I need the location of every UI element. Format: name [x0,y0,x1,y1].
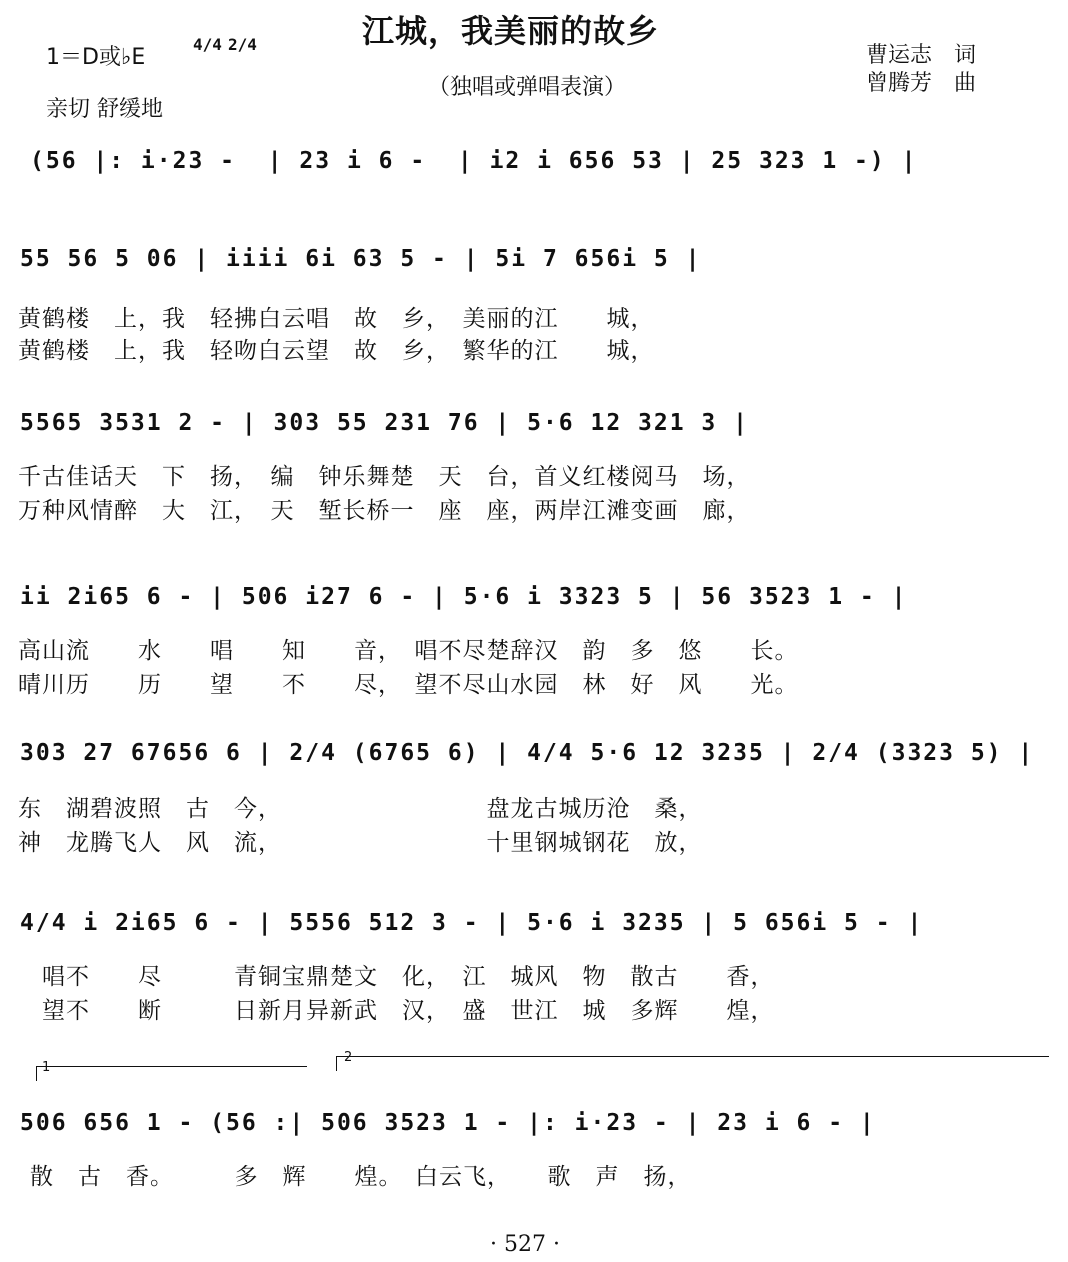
key-signature: 1＝D或♭E [46,45,146,70]
lyrics-line-3-verse-2: 万种风情醉 大 江， 天 堑长桥一 座 座，两岸江滩变画 廊， [18,498,751,524]
notation-line-7: 506 656 1 - (56 :| 506 3523 1 - |: i·23 - | 23 i 6 - | [20,1110,876,1136]
time-signature-4-4: 4/4 [193,35,222,54]
tempo-marking: 亲切 舒缓地 [46,97,163,122]
composer-credit: 曾腾芳 曲 [866,71,977,96]
song-title: 江城，我美丽的故乡 [362,12,660,50]
notation-line-6: 4/4 i 2i65 6 - | 5556 512 3 - | 5·6 i 3235 | 5 656i 5 - | [20,910,924,936]
volta-bracket-2 [336,1056,1049,1071]
lyrics-line-4-verse-1: 高山流 水 唱 知 音， 唱不尽楚辞汉 韵 多 悠 长。 [18,638,799,664]
volta-number-2: 2 [344,1050,353,1065]
lyrics-line-5-verse-1: 东 湖碧波照 古 今， 盘龙古城历沧 桑， [18,796,703,822]
lyrics-line-6-verse-1: 唱不 尽 青铜宝鼎楚文 化， 江 城风 物 散古 香， [18,964,775,990]
time-signature-2-4: 2/4 [228,35,257,54]
volta-bracket-1 [36,1066,307,1081]
lyrics-line-7: 散 古 香。 多 辉 煌。 白云飞， 歌 声 扬， [30,1164,692,1190]
lyrics-line-5-verse-2: 神 龙腾飞人 风 流， 十里钢城钢花 放， [18,830,703,856]
song-subtitle: （独唱或弹唱表演） [428,75,627,100]
lyrics-line-2-verse-2: 黄鹤楼 上，我 轻吻白云望 故 乡， 繁华的江 城， [18,338,655,364]
lyrics-line-4-verse-2: 晴川历 历 望 不 尽， 望不尽山水园 林 好 风 光。 [18,672,799,698]
notation-line-5: 303 27 67656 6 | 2/4 (6765 6) | 4/4 5·6 12 3235 | 2/4 (3323 5) | [20,740,1035,766]
lyrics-line-2-verse-1: 黄鹤楼 上，我 轻拂白云唱 故 乡， 美丽的江 城， [18,306,655,332]
notation-line-3: 5565 3531 2 - | 303 55 231 76 | 5·6 12 321 3 | [20,410,749,436]
notation-line-4: ii 2i65 6 - | 506 i27 6 - | 5·6 i 3323 5 | 56 3523 1 - | [20,584,908,610]
page-number: · 527 · [490,1232,560,1257]
lyrics-line-6-verse-2: 望不 断 日新月异新武 汉， 盛 世江 城 多辉 煌， [18,998,775,1024]
volta-number-1: 1 [42,1060,51,1075]
notation-line-2: 55 56 5 06 | iiii 6i 63 5 - | 5i 7 656i 5 | [20,246,702,272]
lyricist-credit: 曹运志 词 [866,43,977,68]
lyrics-line-3-verse-1: 千古佳话天 下 扬， 编 钟乐舞楚 天 台，首义红楼阅马 场， [18,464,751,490]
notation-line-1: (56 |: i·23 - | 23 i 6 - | i2 i 656 53 | 25 323 1 -) | [30,148,918,174]
